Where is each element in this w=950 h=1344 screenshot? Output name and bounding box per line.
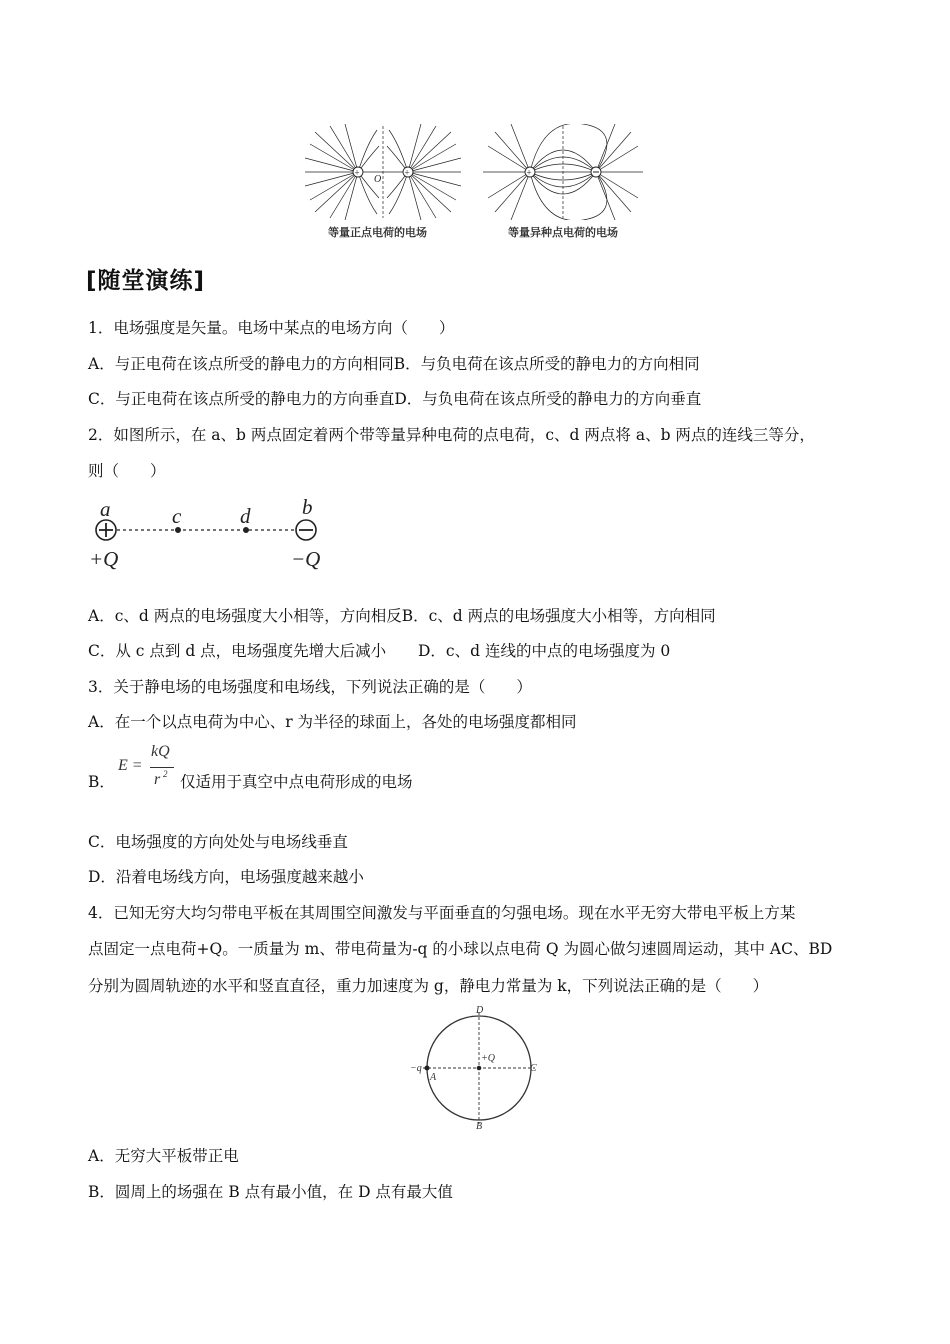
q3-stem: 3．关于静电场的电场强度和电场线，下列说法正确的是（ ） [88, 678, 532, 696]
section-title: [随堂演练] [86, 268, 206, 294]
label-A: A [430, 1072, 437, 1083]
q3-option-a: A．在一个以点电荷为中心、r 为半径的球面上，各处的电场强度都相同 [88, 713, 577, 731]
center-label: O [374, 174, 382, 185]
q4-circle-figure [405, 1004, 545, 1132]
ball-minus-q-point [425, 1066, 430, 1071]
label-minus-q: −Q [291, 547, 321, 571]
q3-option-b-text: 仅适用于真空中点电荷形成的电场 [180, 773, 413, 791]
label-a: a [100, 497, 111, 521]
label-minus-q: −q [410, 1063, 422, 1074]
charge-plus-q-point [477, 1066, 482, 1071]
q1-options-cd: C．与正电荷在该点所受的静电力的方向垂直D．与负电荷在该点所受的静电力的方向垂直 [88, 390, 702, 408]
q2-option-d: D．c、d 连线的中点的电场强度为 0 [418, 642, 671, 660]
q2-charges-figure [86, 496, 336, 576]
q3-option-b-label: B． [88, 773, 115, 791]
q2-stem-line2: 则（ ） [88, 462, 166, 480]
formula-lhs: E = [118, 757, 143, 774]
label-c: c [172, 504, 182, 528]
label-b: b [302, 496, 313, 519]
q3-option-c: C．电场强度的方向处处与电场线垂直 [88, 833, 348, 851]
like-charges-caption: 等量正点电荷的电场 [328, 226, 427, 239]
q2-stem-line1: 2．如图所示，在 a、b 两点固定着两个带等量异种电荷的点电荷，c、d 两点将 a、b 两点的连线三等分， [88, 426, 815, 444]
label-d: d [240, 504, 251, 528]
label-plus-Q: +Q [481, 1053, 495, 1064]
q3-formula [116, 743, 178, 793]
svg-text:+: + [404, 167, 410, 178]
label-plus-q: +Q [89, 547, 119, 571]
like-charges-field-figure [305, 124, 461, 220]
svg-text:+: + [526, 167, 532, 178]
formula-denominator: r [154, 771, 161, 788]
q1-stem: 1．电场强度是矢量。电场中某点的电场方向（ ） [88, 319, 455, 337]
label-B: B [476, 1121, 483, 1132]
fraction-bar [150, 767, 174, 768]
q2-option-c: C．从 c 点到 d 点，电场强度先增大后减小 [88, 642, 387, 660]
formula-numerator: kQ [151, 743, 170, 760]
unlike-charges-caption: 等量异种点电荷的电场 [508, 226, 618, 239]
q2-options-ab: A．c、d 两点的电场强度大小相等，方向相反B．c、d 两点的电场强度大小相等，方向相同 [88, 607, 716, 625]
q4-option-a: A．无穷大平板带正电 [88, 1147, 239, 1165]
q4-stem-line1: 4．已知无穷大均匀带电平板在其周围空间激发与平面垂直的匀强电场。现在水平无穷大带电平板上方某 [88, 904, 796, 922]
q3-option-d: D．沿着电场线方向，电场强度越来越小 [88, 868, 364, 886]
q1-options-ab: A．与正电荷在该点所受的静电力的方向相同B．与负电荷在该点所受的静电力的方向相同 [88, 355, 700, 373]
formula-exponent: 2 [163, 769, 168, 779]
q4-stem-line3: 分别为圆周轨迹的水平和竖直直径，重力加速度为 g，静电力常量为 k，下列说法正确的是（ ） [88, 977, 769, 995]
unlike-charges-field-figure [483, 124, 643, 220]
svg-text:+: + [354, 167, 360, 178]
label-D: D [476, 1005, 484, 1016]
q4-option-b: B．圆周上的场强在 B 点有最小值，在 D 点有最大值 [88, 1183, 453, 1201]
label-C: C [530, 1063, 537, 1074]
q4-stem-line2: 点固定一点电荷+Q。一质量为 m、带电荷量为-q 的小球以点电荷 Q 为圆心做匀速圆周运动，其中 AC、BD [88, 940, 833, 958]
